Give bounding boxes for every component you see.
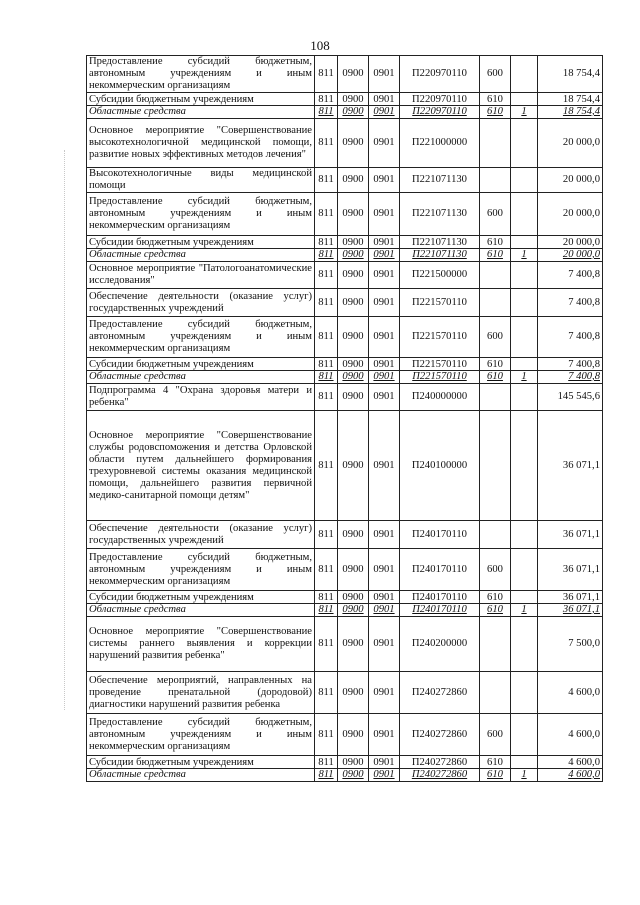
row-subsection-code: 0901 <box>369 236 400 249</box>
row-name: Субсидии бюджетным учреждениям <box>87 358 315 371</box>
table-row <box>87 236 603 249</box>
row-subsection-code: 0901 <box>369 56 400 93</box>
row-expense-type <box>480 521 511 549</box>
row-ministry-code: 811 <box>315 411 338 521</box>
row-name: Областные средства <box>87 604 315 617</box>
row-subsection-code: 0901 <box>369 193 400 236</box>
row-target-article: П221000000 <box>400 119 480 168</box>
row-section-code: 0900 <box>338 168 369 193</box>
table-row <box>87 193 603 236</box>
row-subsection-code: 0901 <box>369 93 400 106</box>
row-funding-source <box>511 549 538 591</box>
table-row <box>87 249 603 262</box>
row-amount: 4 600,0 <box>538 769 603 782</box>
row-funding-source <box>511 119 538 168</box>
table-row <box>87 289 603 317</box>
row-ministry-code: 811 <box>315 236 338 249</box>
row-funding-source <box>511 56 538 93</box>
row-funding-source <box>511 289 538 317</box>
row-amount: 18 754,4 <box>538 56 603 93</box>
row-name: Предоставление субсидий бюджетным, автономным учреждениям и иным некоммерческим организациям <box>87 317 315 358</box>
row-ministry-code: 811 <box>315 106 338 119</box>
row-section-code: 0900 <box>338 358 369 371</box>
row-funding-source <box>511 591 538 604</box>
row-name: Основное мероприятие "Патологоанатомические исследования" <box>87 262 315 289</box>
row-subsection-code: 0901 <box>369 591 400 604</box>
row-expense-type: 610 <box>480 358 511 371</box>
row-expense-type: 610 <box>480 591 511 604</box>
row-funding-source <box>511 236 538 249</box>
row-section-code: 0900 <box>338 714 369 756</box>
row-name: Основное мероприятие "Совершенствование высокотехнологичной медицинской помощи, развитие новых эффективных методов лечения" <box>87 119 315 168</box>
row-target-article: П240200000 <box>400 617 480 672</box>
row-target-article: П220970110 <box>400 93 480 106</box>
row-amount: 36 071,1 <box>538 411 603 521</box>
row-name: Субсидии бюджетным учреждениям <box>87 756 315 769</box>
table-row <box>87 591 603 604</box>
scan-artifact-line <box>64 150 66 710</box>
row-name: Предоставление субсидий бюджетным, автономным учреждениям и иным некоммерческим организациям <box>87 549 315 591</box>
row-expense-type: 610 <box>480 236 511 249</box>
row-expense-type: 600 <box>480 317 511 358</box>
budget-table <box>86 55 603 782</box>
row-section-code: 0900 <box>338 384 369 411</box>
row-ministry-code: 811 <box>315 714 338 756</box>
row-ministry-code: 811 <box>315 249 338 262</box>
row-amount: 20 000,0 <box>538 168 603 193</box>
row-subsection-code: 0901 <box>369 549 400 591</box>
row-funding-source <box>511 358 538 371</box>
row-target-article: П221071130 <box>400 193 480 236</box>
row-ministry-code: 811 <box>315 549 338 591</box>
table-row <box>87 317 603 358</box>
row-funding-source <box>511 93 538 106</box>
row-amount: 4 600,0 <box>538 672 603 714</box>
row-ministry-code: 811 <box>315 289 338 317</box>
table-row <box>87 604 603 617</box>
row-target-article: П240272860 <box>400 769 480 782</box>
row-target-article: П221570110 <box>400 358 480 371</box>
table-row <box>87 756 603 769</box>
row-funding-source <box>511 714 538 756</box>
table-row <box>87 769 603 782</box>
row-subsection-code: 0901 <box>369 371 400 384</box>
row-expense-type: 610 <box>480 371 511 384</box>
row-name: Областные средства <box>87 769 315 782</box>
row-target-article: П221570110 <box>400 371 480 384</box>
row-amount: 36 071,1 <box>538 604 603 617</box>
row-amount: 7 400,8 <box>538 371 603 384</box>
row-expense-type: 610 <box>480 106 511 119</box>
row-funding-source <box>511 521 538 549</box>
row-section-code: 0900 <box>338 119 369 168</box>
table-row <box>87 106 603 119</box>
row-target-article: П240170110 <box>400 591 480 604</box>
row-funding-source <box>511 672 538 714</box>
row-section-code: 0900 <box>338 549 369 591</box>
row-section-code: 0900 <box>338 236 369 249</box>
row-ministry-code: 811 <box>315 168 338 193</box>
row-ministry-code: 811 <box>315 193 338 236</box>
row-expense-type <box>480 168 511 193</box>
row-section-code: 0900 <box>338 371 369 384</box>
row-amount: 18 754,4 <box>538 93 603 106</box>
row-funding-source <box>511 193 538 236</box>
row-funding-source <box>511 756 538 769</box>
row-subsection-code: 0901 <box>369 106 400 119</box>
row-subsection-code: 0901 <box>369 168 400 193</box>
row-name: Предоставление субсидий бюджетным, автономным учреждениям и иным некоммерческим организациям <box>87 193 315 236</box>
row-funding-source: 1 <box>511 769 538 782</box>
row-expense-type <box>480 672 511 714</box>
row-subsection-code: 0901 <box>369 714 400 756</box>
row-target-article: П220970110 <box>400 106 480 119</box>
row-amount: 7 500,0 <box>538 617 603 672</box>
row-ministry-code: 811 <box>315 521 338 549</box>
row-amount: 20 000,0 <box>538 119 603 168</box>
table-row <box>87 617 603 672</box>
row-ministry-code: 811 <box>315 371 338 384</box>
table-row <box>87 371 603 384</box>
row-expense-type: 600 <box>480 56 511 93</box>
table-row <box>87 93 603 106</box>
row-funding-source <box>511 617 538 672</box>
row-section-code: 0900 <box>338 93 369 106</box>
row-ministry-code: 811 <box>315 384 338 411</box>
table-row <box>87 549 603 591</box>
row-subsection-code: 0901 <box>369 411 400 521</box>
row-section-code: 0900 <box>338 604 369 617</box>
table-row <box>87 672 603 714</box>
row-expense-type: 610 <box>480 249 511 262</box>
table-row <box>87 56 603 93</box>
row-amount: 20 000,0 <box>538 236 603 249</box>
row-name: Субсидии бюджетным учреждениям <box>87 93 315 106</box>
row-funding-source <box>511 168 538 193</box>
row-section-code: 0900 <box>338 289 369 317</box>
row-section-code: 0900 <box>338 317 369 358</box>
row-name: Областные средства <box>87 106 315 119</box>
row-target-article: П240170110 <box>400 549 480 591</box>
row-section-code: 0900 <box>338 193 369 236</box>
row-name: Областные средства <box>87 249 315 262</box>
row-section-code: 0900 <box>338 591 369 604</box>
row-name: Субсидии бюджетным учреждениям <box>87 591 315 604</box>
row-name: Предоставление субсидий бюджетным, автономным учреждениям и иным некоммерческим организациям <box>87 714 315 756</box>
row-ministry-code: 811 <box>315 119 338 168</box>
table-row <box>87 411 603 521</box>
row-expense-type: 600 <box>480 549 511 591</box>
row-target-article: П240170110 <box>400 604 480 617</box>
row-subsection-code: 0901 <box>369 249 400 262</box>
row-ministry-code: 811 <box>315 769 338 782</box>
row-funding-source <box>511 317 538 358</box>
table-row <box>87 521 603 549</box>
row-amount: 36 071,1 <box>538 549 603 591</box>
page-number: 108 <box>310 38 330 53</box>
row-name: Обеспечение деятельности (оказание услуг) государственных учреждений <box>87 521 315 549</box>
row-name: Субсидии бюджетным учреждениям <box>87 236 315 249</box>
row-expense-type <box>480 617 511 672</box>
row-section-code: 0900 <box>338 756 369 769</box>
row-subsection-code: 0901 <box>369 262 400 289</box>
row-amount: 4 600,0 <box>538 714 603 756</box>
row-ministry-code: 811 <box>315 317 338 358</box>
row-ministry-code: 811 <box>315 604 338 617</box>
row-amount: 18 754,4 <box>538 106 603 119</box>
row-amount: 36 071,1 <box>538 521 603 549</box>
row-target-article: П220970110 <box>400 56 480 93</box>
row-target-article: П240000000 <box>400 384 480 411</box>
row-section-code: 0900 <box>338 769 369 782</box>
row-name: Высокотехнологичные виды медицинской помощи <box>87 168 315 193</box>
row-name: Основное мероприятие "Совершенствование службы родовспоможения и детства Орловской области путем дальнейшего формирования трехуровневой системы оказания медицинской помощи, дальнейшего развития первичной медико-санитарной помощи детям" <box>87 411 315 521</box>
row-name: Обеспечение мероприятий, направленных на проведение пренатальной (дородовой) диагностики нарушений развития ребенка <box>87 672 315 714</box>
row-expense-type <box>480 119 511 168</box>
row-amount: 7 400,8 <box>538 262 603 289</box>
row-target-article: П221570110 <box>400 317 480 358</box>
row-amount: 7 400,8 <box>538 358 603 371</box>
row-subsection-code: 0901 <box>369 317 400 358</box>
row-name: Обеспечение деятельности (оказание услуг) государственных учреждений <box>87 289 315 317</box>
row-amount: 7 400,8 <box>538 317 603 358</box>
row-amount: 4 600,0 <box>538 756 603 769</box>
table-row <box>87 168 603 193</box>
row-amount: 20 000,0 <box>538 249 603 262</box>
row-ministry-code: 811 <box>315 756 338 769</box>
row-target-article: П221570110 <box>400 289 480 317</box>
row-target-article: П240170110 <box>400 521 480 549</box>
row-amount: 7 400,8 <box>538 289 603 317</box>
row-funding-source: 1 <box>511 249 538 262</box>
row-expense-type <box>480 262 511 289</box>
row-section-code: 0900 <box>338 106 369 119</box>
row-funding-source: 1 <box>511 106 538 119</box>
row-section-code: 0900 <box>338 56 369 93</box>
table-row <box>87 714 603 756</box>
row-expense-type: 610 <box>480 604 511 617</box>
row-funding-source <box>511 411 538 521</box>
row-section-code: 0900 <box>338 262 369 289</box>
row-subsection-code: 0901 <box>369 119 400 168</box>
row-funding-source: 1 <box>511 604 538 617</box>
row-target-article: П221071130 <box>400 168 480 193</box>
row-expense-type <box>480 411 511 521</box>
row-expense-type: 610 <box>480 769 511 782</box>
row-subsection-code: 0901 <box>369 756 400 769</box>
row-target-article: П221500000 <box>400 262 480 289</box>
row-name: Подпрограмма 4 "Охрана здоровья матери и ребенка" <box>87 384 315 411</box>
row-section-code: 0900 <box>338 617 369 672</box>
row-ministry-code: 811 <box>315 56 338 93</box>
table-row <box>87 262 603 289</box>
row-name: Предоставление субсидий бюджетным, автономным учреждениям и иным некоммерческим организациям <box>87 56 315 93</box>
row-section-code: 0900 <box>338 672 369 714</box>
row-section-code: 0900 <box>338 411 369 521</box>
row-ministry-code: 811 <box>315 358 338 371</box>
row-target-article: П221071130 <box>400 249 480 262</box>
row-subsection-code: 0901 <box>369 672 400 714</box>
row-subsection-code: 0901 <box>369 289 400 317</box>
row-ministry-code: 811 <box>315 672 338 714</box>
row-ministry-code: 811 <box>315 617 338 672</box>
row-ministry-code: 811 <box>315 93 338 106</box>
budget-table-body <box>87 56 603 782</box>
row-subsection-code: 0901 <box>369 521 400 549</box>
table-row <box>87 358 603 371</box>
row-expense-type: 610 <box>480 756 511 769</box>
row-section-code: 0900 <box>338 249 369 262</box>
table-row <box>87 384 603 411</box>
row-subsection-code: 0901 <box>369 769 400 782</box>
row-target-article: П240100000 <box>400 411 480 521</box>
row-subsection-code: 0901 <box>369 384 400 411</box>
row-expense-type: 610 <box>480 93 511 106</box>
row-target-article: П221071130 <box>400 236 480 249</box>
row-target-article: П240272860 <box>400 714 480 756</box>
row-target-article: П240272860 <box>400 756 480 769</box>
row-target-article: П240272860 <box>400 672 480 714</box>
row-expense-type: 600 <box>480 714 511 756</box>
row-funding-source <box>511 262 538 289</box>
row-expense-type: 600 <box>480 193 511 236</box>
row-name: Областные средства <box>87 371 315 384</box>
row-expense-type <box>480 384 511 411</box>
row-section-code: 0900 <box>338 521 369 549</box>
row-amount: 145 545,6 <box>538 384 603 411</box>
row-name: Основное мероприятие "Совершенствование системы раннего выявления и коррекции нарушений развития ребенка" <box>87 617 315 672</box>
row-subsection-code: 0901 <box>369 617 400 672</box>
row-expense-type <box>480 289 511 317</box>
row-amount: 36 071,1 <box>538 591 603 604</box>
row-subsection-code: 0901 <box>369 604 400 617</box>
row-subsection-code: 0901 <box>369 358 400 371</box>
row-funding-source: 1 <box>511 371 538 384</box>
table-row <box>87 119 603 168</box>
row-ministry-code: 811 <box>315 591 338 604</box>
row-amount: 20 000,0 <box>538 193 603 236</box>
row-funding-source <box>511 384 538 411</box>
row-ministry-code: 811 <box>315 262 338 289</box>
